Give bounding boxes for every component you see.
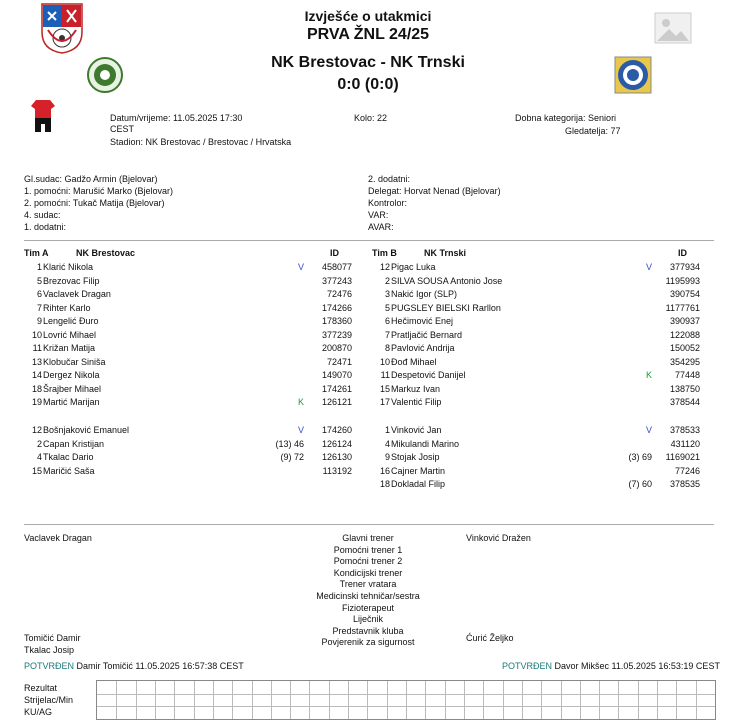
player-number: 10: [31, 329, 42, 340]
grid-line: [155, 681, 156, 719]
player-number: 6: [384, 316, 390, 326]
staff-role: Kondicijski trener: [333, 567, 403, 578]
player-name: Lovrić Mihael: [43, 329, 97, 340]
player-id: 377239: [321, 329, 352, 340]
grid-line: [541, 681, 542, 719]
player-row: [372, 342, 700, 354]
grid-line: [464, 681, 465, 719]
player-row: [24, 302, 352, 314]
player-mark: (7) 60: [628, 479, 652, 489]
player-row: [24, 315, 352, 327]
staff-role: Medicinski tehničar/sestra: [316, 590, 420, 601]
player-row: [24, 329, 352, 341]
player-id: 390937: [669, 316, 700, 326]
player-number: 12: [379, 262, 390, 272]
team-a-safety-officer: Tkalac Josip: [24, 645, 75, 655]
player-row: [24, 465, 352, 477]
player-mark: K: [645, 370, 652, 380]
grid-line: [136, 681, 137, 719]
divider: [24, 240, 714, 241]
player-row: [372, 315, 700, 327]
cards-row-label: KU/AG: [24, 707, 53, 717]
staff-role: Pomoćni trener 1: [333, 544, 403, 555]
match-score: 0:0 (0:0): [337, 76, 399, 93]
staff-roles: [268, 532, 468, 648]
staff-role: Povjerenik za sigurnost: [321, 637, 415, 648]
official-line: 4. sudac:: [24, 210, 61, 220]
player-id: 178360: [321, 316, 352, 326]
grid-line: [483, 681, 484, 719]
player-id: 174261: [321, 383, 352, 394]
player-mark: (13) 46: [275, 438, 304, 449]
player-id: 126130: [321, 452, 352, 462]
grid-line: [522, 681, 523, 719]
official-line: Gl.sudac: Gadžo Armin (Bjelovar): [24, 174, 158, 184]
grid-line: [445, 681, 446, 719]
official-line: VAR:: [368, 210, 389, 220]
player-number: 4: [384, 438, 390, 449]
competition-title: PRVA ŽNL 24/25: [306, 26, 430, 43]
player-row: [24, 342, 352, 354]
team-a-club-rep: Tomičić Damir: [24, 633, 81, 643]
player-id: 377934: [669, 262, 700, 272]
player-id: 122088: [669, 329, 700, 340]
player-row: [24, 356, 352, 368]
grid-line: [213, 681, 214, 719]
player-id: 174260: [321, 425, 352, 435]
player-number: 5: [36, 275, 42, 286]
official-line: Kontrolor:: [368, 198, 408, 208]
player-number: 18: [379, 479, 390, 489]
player-number: 15: [31, 465, 42, 476]
grid-line: [174, 681, 175, 719]
player-mark: (3) 69: [628, 452, 652, 462]
grid-line: [97, 706, 715, 707]
team-b-label: Tim B: [372, 248, 397, 258]
official-line: 1. dodatni:: [24, 222, 67, 232]
player-number: 9: [384, 452, 390, 462]
team-b-club-rep: Ćurić Željko: [466, 633, 514, 643]
player-row: [24, 261, 352, 273]
official-line: 2. pomoćni: Tukač Matija (Bjelovar): [24, 198, 165, 208]
player-id: 354295: [669, 356, 700, 367]
player-name: Capan Kristijan: [43, 438, 105, 449]
player-row: [372, 465, 700, 477]
player-name: Lengelić Đuro: [43, 316, 99, 326]
confirmed-text: Davor Mikšec 11.05.2025 16:53:19 CEST: [552, 661, 720, 671]
player-number: 16: [379, 465, 390, 476]
officials-right: [368, 173, 501, 233]
player-number: 6: [36, 289, 42, 299]
grid-line: [116, 681, 117, 719]
player-number: 10: [379, 356, 390, 367]
player-name: Maričić Saša: [43, 465, 95, 476]
grid-line: [97, 694, 715, 695]
player-id: 378533: [669, 425, 700, 435]
player-name: Đođ Mihael: [391, 356, 437, 367]
grid-line: [599, 681, 600, 719]
player-number: 5: [384, 302, 390, 313]
player-row: [24, 275, 352, 287]
player-number: 18: [31, 383, 42, 394]
report-title: Izvješće o utakmici: [304, 8, 432, 24]
player-name: PUGSLEY BIELSKI Rarllon: [391, 302, 501, 313]
team-a-head-coach: Vaclavek Dragan: [24, 533, 92, 543]
player-name: Stojak Josip: [391, 452, 440, 462]
player-id: 174266: [321, 302, 352, 313]
grid-line: [309, 681, 310, 719]
staff-role: Pomoćni trener 2: [333, 556, 403, 567]
player-row: [24, 396, 352, 408]
player-name: Pavlović Andrija: [391, 343, 455, 353]
player-number: 14: [31, 370, 42, 380]
player-row: [372, 302, 700, 314]
player-row: [24, 288, 352, 300]
player-row: [372, 275, 700, 287]
grid-line: [387, 681, 388, 719]
player-number: 12: [31, 425, 42, 435]
scorer-row-label: Strijelac/Min: [24, 695, 74, 705]
grid-line: [194, 681, 195, 719]
player-id: 431120: [670, 438, 700, 449]
official-line: 2. dodatni:: [368, 174, 411, 184]
player-number: 15: [379, 383, 390, 394]
player-name: Hečimović Enej: [391, 316, 454, 326]
player-number: 19: [31, 397, 42, 407]
player-number: 1: [36, 262, 42, 272]
player-row: [372, 329, 700, 341]
official-line: 1. pomoćni: Marušić Marko (Bjelovar): [24, 186, 174, 196]
county-crest-logo: [40, 2, 84, 54]
confirmed-tag: POTVRĐEN: [502, 661, 553, 671]
player-row: [372, 356, 700, 368]
grid-line: [676, 681, 677, 719]
result-row-label: Rezultat: [24, 683, 58, 693]
player-name: SILVA SOUSA Antonio Jose: [391, 275, 503, 286]
player-name: Tkalac Dario: [43, 452, 94, 462]
team-b-id-header: ID: [678, 248, 687, 258]
team-b-name: NK Trnski: [424, 248, 467, 258]
player-row: [372, 383, 700, 395]
player-row: [372, 396, 700, 408]
player-id: 378535: [669, 479, 700, 489]
confirmation-left: [24, 660, 244, 672]
player-row: [24, 369, 352, 381]
player-row: [372, 288, 700, 300]
player-number: 4: [36, 452, 42, 462]
grid-line: [657, 681, 658, 719]
player-row: [24, 451, 352, 463]
staff-role: Glavni trener: [342, 533, 394, 543]
player-id: 378544: [669, 397, 700, 407]
player-row: [24, 438, 352, 450]
player-id: 77448: [674, 370, 700, 380]
confirmation-right: [502, 660, 720, 672]
player-name: Vinković Jan: [391, 425, 442, 435]
match-timezone: CEST: [110, 124, 135, 134]
player-id: 138750: [669, 383, 700, 394]
player-row: [372, 261, 700, 273]
player-name: Mikulandi Marino: [391, 438, 460, 449]
player-name: Šrajber Mihael: [43, 383, 102, 394]
player-name: Valentić Filip: [391, 397, 442, 407]
player-number: 11: [380, 370, 390, 380]
match-title: NK Brestovac - NK Trnski: [271, 54, 465, 71]
grid-line: [290, 681, 291, 719]
grid-line: [425, 681, 426, 719]
team-a-name: NK Brestovac: [76, 248, 136, 258]
confirmed-tag: POTVRĐEN: [24, 661, 75, 671]
player-name: Martić Marijan: [43, 397, 100, 407]
match-datetime: Datum/vrijeme: 11.05.2025 17:30: [110, 113, 243, 123]
grid-line: [406, 681, 407, 719]
player-mark: V: [297, 262, 304, 272]
divider: [24, 524, 714, 525]
player-number: 13: [31, 356, 42, 367]
player-name: Rihter Karlo: [43, 302, 91, 313]
player-name: Nakić Igor (SLP): [391, 289, 458, 299]
player-row: [24, 424, 352, 436]
player-id: 377243: [321, 275, 352, 286]
player-mark: V: [645, 262, 652, 272]
officials-left: [24, 173, 173, 233]
player-row: [372, 451, 700, 463]
player-number: 8: [384, 343, 390, 353]
player-name: Cajner Martin: [391, 465, 446, 476]
player-id: 1177761: [665, 302, 700, 313]
player-name: Klobučar Siniša: [43, 356, 106, 367]
player-id: 77246: [674, 465, 700, 476]
player-id: 1195993: [665, 275, 700, 286]
spectators: Gledatelja: 77: [565, 126, 621, 136]
grid-line: [561, 681, 562, 719]
staff-role: Liječnik: [352, 614, 383, 625]
player-number: 9: [36, 316, 42, 326]
team-a-label: Tim A: [24, 248, 49, 258]
player-name: Dokladal Filip: [391, 479, 446, 489]
player-row: [24, 383, 352, 395]
player-number: 3: [384, 289, 390, 299]
player-name: Vaclavek Dragan: [43, 289, 111, 299]
grid-line: [367, 681, 368, 719]
player-name: Klarić Nikola: [43, 262, 94, 272]
player-number: 2: [36, 438, 42, 449]
player-number: 7: [36, 302, 42, 313]
image-placeholder-icon: [654, 12, 692, 44]
player-id: 1169021: [665, 452, 700, 462]
player-name: Brezovac Filip: [43, 275, 100, 286]
player-id: 200870: [321, 343, 352, 353]
player-mark: V: [645, 425, 652, 435]
staff-role: Predstavnik kluba: [332, 625, 404, 636]
player-id: 150052: [669, 343, 700, 353]
player-id: 113192: [322, 465, 352, 476]
player-number: 7: [384, 329, 390, 340]
grid-line: [348, 681, 349, 719]
result-grid: [96, 680, 716, 720]
player-number: 1: [384, 425, 390, 435]
player-name: Bošnjaković Emanuel: [43, 425, 130, 435]
team-a-id-header: ID: [330, 248, 339, 258]
player-id: 390754: [669, 289, 700, 299]
match-stadium: Stadion: NK Brestovac / Brestovac / Hrvatska: [110, 137, 292, 147]
player-id: 126121: [321, 397, 352, 407]
player-name: Dergez Nikola: [43, 370, 100, 380]
grid-line: [503, 681, 504, 719]
player-id: 72476: [326, 289, 352, 299]
kit-icon: [30, 98, 56, 136]
grid-line: [232, 681, 233, 719]
player-name: Markuz Ivan: [391, 383, 441, 394]
player-name: Pratljačić Bernard: [391, 329, 463, 340]
age-category: Dobna kategorija: Seniori: [515, 113, 617, 123]
grid-line: [271, 681, 272, 719]
player-number: 17: [379, 397, 390, 407]
player-id: 72471: [326, 356, 352, 367]
grid-line: [252, 681, 253, 719]
staff-role: Fizioterapeut: [341, 602, 395, 613]
staff-role: Trener vratara: [339, 579, 397, 590]
player-number: 11: [32, 343, 42, 353]
player-number: 2: [384, 275, 390, 286]
grid-line: [580, 681, 581, 719]
player-row: [372, 424, 700, 436]
player-name: Pigac Luka: [391, 262, 436, 272]
player-name: Križan Matija: [43, 343, 96, 353]
confirmed-text: Damir Tomičić 11.05.2025 16:57:38 CEST: [74, 661, 244, 671]
player-name: Despetović Danijel: [391, 370, 466, 380]
player-id: 149070: [321, 370, 352, 380]
player-row: [372, 438, 700, 450]
official-line: AVAR:: [368, 222, 394, 232]
player-row: [372, 369, 700, 381]
grid-line: [696, 681, 697, 719]
away-club-logo: [614, 56, 652, 94]
player-mark: K: [297, 397, 304, 407]
home-club-logo: [86, 56, 124, 94]
player-id: 458077: [321, 262, 352, 272]
team-b-head-coach: Vinković Dražen: [466, 533, 531, 543]
grid-line: [618, 681, 619, 719]
player-row: [372, 478, 700, 490]
player-mark: (9) 72: [280, 452, 304, 462]
official-line: Delegat: Horvat Nenad (Bjelovar): [368, 186, 501, 196]
grid-line: [638, 681, 639, 719]
player-id: 126124: [321, 438, 352, 449]
player-mark: V: [297, 425, 304, 435]
match-round: Kolo: 22: [354, 113, 388, 123]
grid-line: [329, 681, 330, 719]
